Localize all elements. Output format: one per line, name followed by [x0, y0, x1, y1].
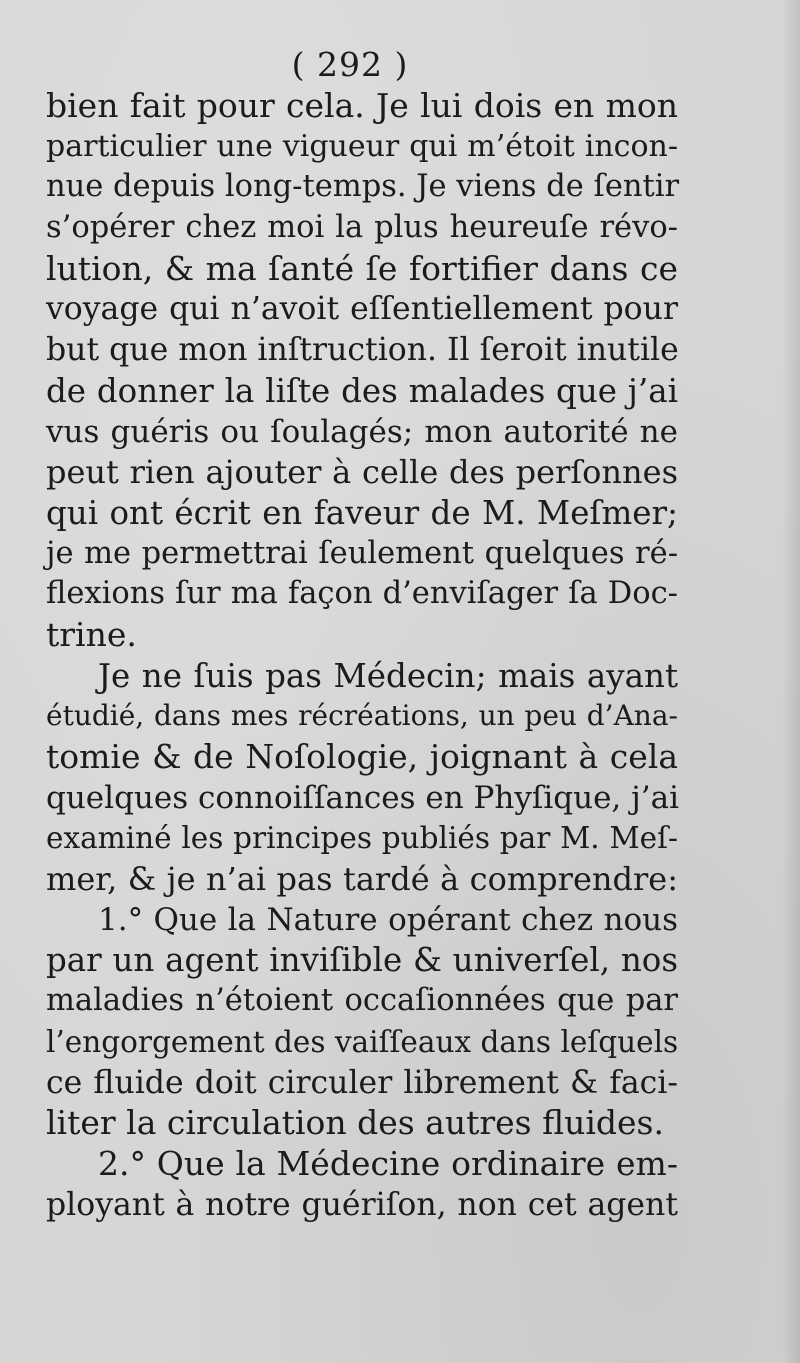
text-line: tomie & de Noſologie, joignant à cela — [46, 737, 678, 776]
text-line: 1.° Que la Nature opérant chez nous — [98, 901, 678, 938]
text-line: ployant à notre guériſon, non cet agent — [46, 1186, 678, 1223]
text-line: mer, & je n’ai pas tardé à comprendre: — [46, 860, 678, 899]
text-line: qui ont écrit en faveur de M. Meſmer; — [46, 493, 678, 532]
text-line: examiné les principes publiés par M. Meſ- — [46, 821, 678, 856]
text-line: but que mon inſtruction. Il ſeroit inutile — [46, 332, 679, 369]
text-line: ce fluide doit circuler librement & faci- — [46, 1064, 678, 1101]
text-line: s’opérer chez moi la plus heureuſe révo- — [46, 210, 678, 246]
text-line: vus guéris ou ſoulagés; mon autorité ne — [46, 413, 678, 450]
text-line: je me permettrai ſeulement quelques ré- — [46, 535, 678, 571]
text-line: bien fait pour cela. Je lui dois en mon — [46, 86, 678, 125]
text-line: Je ne ſuis pas Médecin; mais ayant — [98, 656, 678, 695]
page-edge-shadow — [782, 0, 800, 1363]
text-line: flexions ſur ma façon d’enviſager ſa Doc- — [46, 576, 678, 612]
text-line: l’engorgement des vaiſſeaux dans leſquels — [46, 1024, 679, 1059]
text-line: lution, & ma ſanté ſe fortifier dans ce — [46, 248, 678, 288]
text-line: trine. — [46, 614, 137, 654]
text-line: étudié, dans mes récréations, un peu d’Ana- — [46, 699, 678, 733]
page-number: ( 292 ) — [291, 45, 409, 84]
text-line: voyage qui n’avoit eſſentiellement pour — [46, 291, 678, 328]
text-line: maladies n’étoient occaſionnées que par — [46, 983, 678, 1019]
text-line: de donner la liſte des malades que j’ai — [46, 371, 678, 410]
text-line: peut rien ajouter à celle des perſonnes — [46, 453, 678, 492]
text-line: par un agent inviſible & univerſel, nos — [46, 941, 678, 980]
text-line: particulier une vigueur qui m’étoit incon- — [46, 128, 678, 164]
text-line: 2.° Que la Médecine ordinaire em- — [98, 1143, 678, 1183]
text-line: liter la circulation des autres fluides. — [46, 1103, 664, 1143]
body-text — [46, 86, 678, 1225]
text-line: quelques connoiſſances en Phyſique, j’ai — [46, 779, 680, 816]
text-line: nue depuis long-temps. Je viens de ſentir — [46, 169, 680, 205]
